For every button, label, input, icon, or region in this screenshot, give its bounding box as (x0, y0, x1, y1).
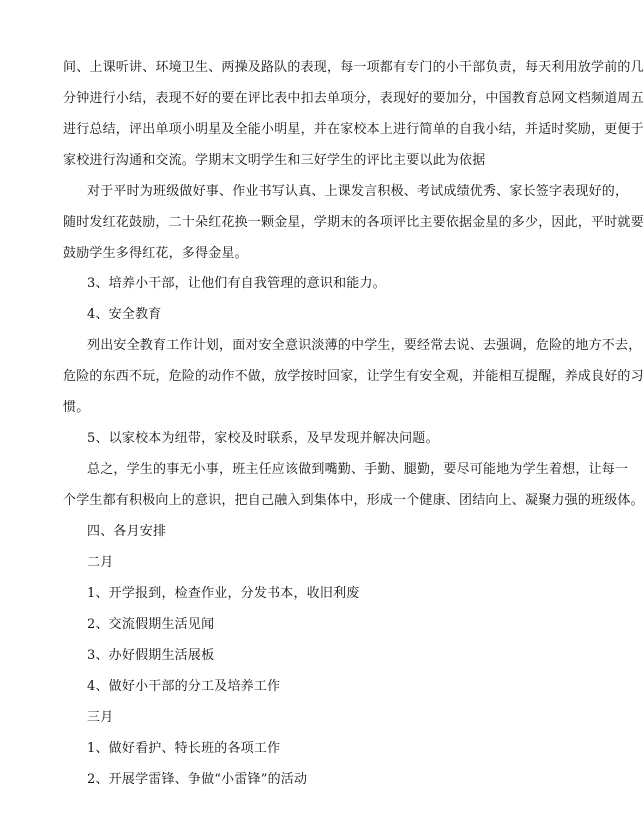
list-item: 1、开学报到，检查作业，分发书本，收旧利废 (87, 586, 360, 601)
section-heading: 四、各月安排 (87, 524, 167, 539)
paragraph-line: 列出安全教育工作计划，面对安全意识淡薄的中学生，要经常去说、去强调，危险的地方不去， (87, 338, 642, 353)
list-item: 1、做好看护、特长班的各项工作 (87, 741, 281, 756)
month-heading: 三月 (87, 710, 114, 725)
section-heading: 4、安全教育 (87, 307, 162, 322)
list-item: 4、做好小干部的分工及培养工作 (87, 679, 281, 694)
list-item: 2、开展学雷锋、争做“小雷锋”的活动 (87, 772, 308, 787)
paragraph-line: 间、上课听讲、环境卫生、两操及路队的表现，每一项都有专门的小干部负责，每天利用放学前的几 (63, 60, 644, 75)
paragraph-line: 鼓励学生多得红花，多得金星。 (63, 246, 248, 261)
list-item: 5、以家校本为纽带，家校及时联系，及早发现并解决问题。 (87, 431, 439, 446)
paragraph-line: 随时发红花鼓励，二十朵红花换一颗金星，学期末的各项评比主要依据金星的多少，因此，平时就要 (63, 215, 644, 230)
month-heading: 二月 (87, 555, 114, 570)
paragraph-line: 危险的东西不玩，危险的动作不做，放学按时回家，让学生有安全观，并能相互提醒，养成良好的习 (63, 369, 644, 384)
paragraph-line: 惯。 (63, 400, 90, 415)
list-item: 3、培养小干部，让他们有自我管理的意识和能力。 (87, 276, 386, 291)
paragraph-line: 总之，学生的事无小事，班主任应该做到嘴勤、手勤、腿勤，要尽可能地为学生着想，让每一 (87, 462, 629, 477)
paragraph-line: 家校进行沟通和交流。学期末文明学生和三好学生的评比主要以此为依据 (63, 153, 486, 168)
list-item: 2、交流假期生活见闻 (87, 617, 215, 632)
paragraph-line: 分钟进行小结，表现不好的要在评比表中扣去单项分，表现好的要加分，中国教育总网文档频道周五 (63, 91, 644, 106)
list-item: 3、办好假期生活展板 (87, 648, 215, 663)
paragraph-line: 对于平时为班级做好事、作业书写认真、上课发言积极、考试成绩优秀、家长签字表现好的， (87, 184, 629, 199)
paragraph-line: 进行总结，评出单项小明星及全能小明星，并在家校本上进行简单的自我小结，并适时奖励，更便于 (63, 122, 644, 137)
paragraph-line: 个学生都有积极向上的意识，把自己融入到集体中，形成一个健康、团结向上、凝聚力强的班级体。 (63, 493, 644, 508)
